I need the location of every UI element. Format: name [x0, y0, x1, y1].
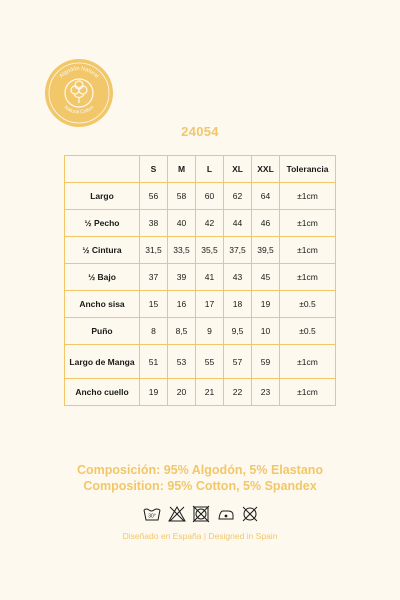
designed-in-spain-footer: Diseñado en España | Designed in Spain — [122, 531, 278, 541]
composition-en: Composition: 95% Cotton, 5% Spandex — [83, 479, 317, 493]
table-cell: ±1cm — [280, 264, 336, 291]
table-row — [65, 318, 336, 345]
composition-block — [0, 462, 400, 494]
row-label: ½ Pecho — [65, 210, 140, 237]
table-cell: 37,5 — [224, 237, 252, 264]
wash-30-icon — [143, 505, 161, 523]
table-cell: 16 — [168, 291, 196, 318]
row-label: Puño — [65, 318, 140, 345]
table-row — [65, 210, 336, 237]
table-cell: 20 — [168, 379, 196, 406]
table-cell: 37 — [140, 264, 168, 291]
header-cell: S — [140, 156, 168, 183]
table-cell: ±0.5 — [280, 318, 336, 345]
table-cell: 40 — [168, 210, 196, 237]
table-cell: 19 — [140, 379, 168, 406]
table-cell: ±0.5 — [280, 291, 336, 318]
product-code: 24054 — [181, 124, 219, 139]
table-cell: 8,5 — [168, 318, 196, 345]
table-cell: 46 — [252, 210, 280, 237]
table-row — [65, 379, 336, 406]
no-tumble-dry-icon — [192, 505, 210, 523]
table-cell: 58 — [168, 183, 196, 210]
table-cell: 10 — [252, 318, 280, 345]
table-cell: 35,5 — [196, 237, 224, 264]
size-chart-table — [64, 155, 336, 406]
table-cell: 55 — [196, 345, 224, 379]
table-cell: 56 — [140, 183, 168, 210]
wash-temperature: 30° — [148, 513, 156, 520]
table-cell: 53 — [168, 345, 196, 379]
table-row — [65, 264, 336, 291]
row-label: ½ Bajo — [65, 264, 140, 291]
table-cell: ±1cm — [280, 379, 336, 406]
table-cell: 42 — [196, 210, 224, 237]
table-cell: 41 — [196, 264, 224, 291]
table-row — [65, 237, 336, 264]
table-cell: ±1cm — [280, 345, 336, 379]
table-cell: 17 — [196, 291, 224, 318]
composition-es: Composición: 95% Algodón, 5% Elastano — [76, 463, 324, 477]
natural-cotton-badge-icon — [44, 58, 114, 128]
row-label: ½ Cintura — [65, 237, 140, 264]
table-header-row — [65, 156, 336, 183]
table-cell: 15 — [140, 291, 168, 318]
table-cell: ±1cm — [280, 210, 336, 237]
table-cell: 39,5 — [252, 237, 280, 264]
table-cell: 31,5 — [140, 237, 168, 264]
table-cell: 19 — [252, 291, 280, 318]
table-cell: 21 — [196, 379, 224, 406]
table-cell: 22 — [224, 379, 252, 406]
table-cell: 18 — [224, 291, 252, 318]
header-cell: Tolerancia — [280, 156, 336, 183]
header-cell: XXL — [252, 156, 280, 183]
table-row — [65, 183, 336, 210]
table-cell: ±1cm — [280, 237, 336, 264]
row-label: Ancho cuello — [65, 379, 140, 406]
table-cell: 57 — [224, 345, 252, 379]
table-cell: 43 — [224, 264, 252, 291]
row-label: Largo — [65, 183, 140, 210]
header-cell: XL — [224, 156, 252, 183]
table-cell: 39 — [168, 264, 196, 291]
row-label: Ancho sisa — [65, 291, 140, 318]
table-cell: 9 — [196, 318, 224, 345]
badge-text-top: Algodón Natural — [58, 65, 100, 80]
header-cell: M — [168, 156, 196, 183]
table-row — [65, 291, 336, 318]
header-cell: L — [196, 156, 224, 183]
table-cell: 38 — [140, 210, 168, 237]
table-cell: 45 — [252, 264, 280, 291]
table-cell: 8 — [140, 318, 168, 345]
no-bleach-icon — [168, 505, 186, 523]
badge-text-bottom: Natural Cotton — [62, 104, 96, 116]
table-cell: 59 — [252, 345, 280, 379]
table-cell: ±1cm — [280, 183, 336, 210]
iron-low-icon — [217, 505, 235, 523]
table-cell: 44 — [224, 210, 252, 237]
table-cell: 33,5 — [168, 237, 196, 264]
header-cell — [65, 156, 140, 183]
table-row — [65, 345, 336, 379]
row-label: Largo de Manga — [65, 345, 140, 379]
table-cell: 9,5 — [224, 318, 252, 345]
care-icons — [143, 504, 259, 524]
table-cell: 23 — [252, 379, 280, 406]
table-cell: 51 — [140, 345, 168, 379]
table-cell: 64 — [252, 183, 280, 210]
table-cell: 62 — [224, 183, 252, 210]
no-dry-clean-icon — [241, 505, 259, 523]
table-cell: 60 — [196, 183, 224, 210]
